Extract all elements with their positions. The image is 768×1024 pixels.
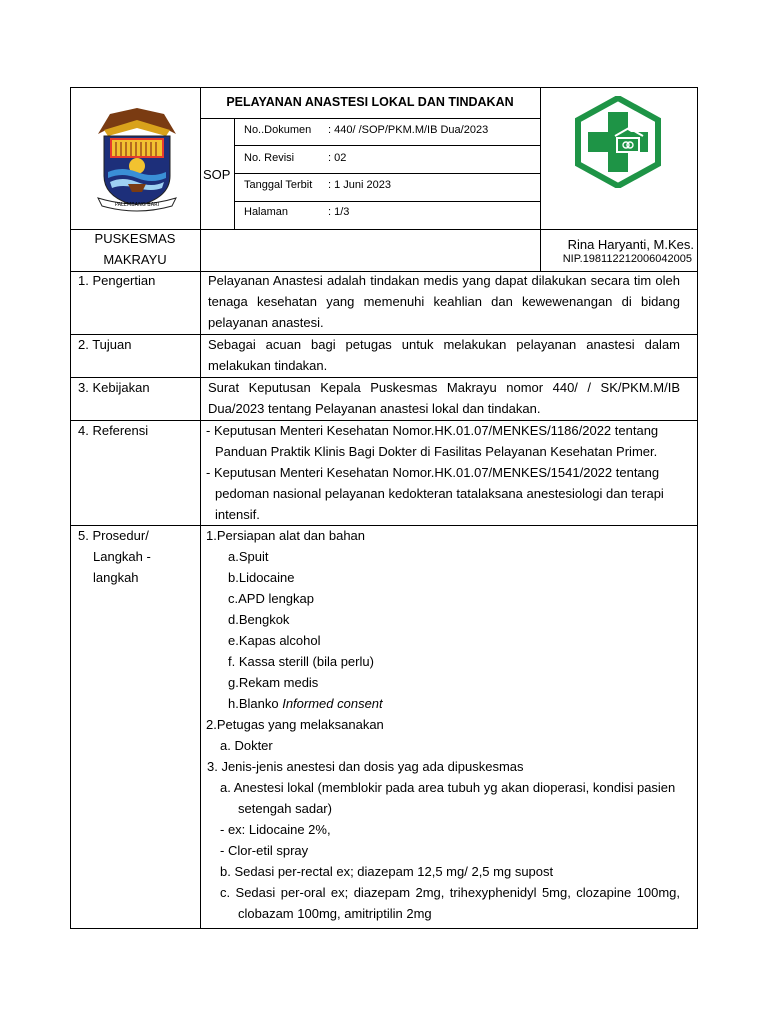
jenis-item-c-line2: clobazam 100mg, amitriptilin 2mg (238, 906, 432, 921)
doc-number-value: : 440/ /SOP/PKM.M/IB Dua/2023 (328, 124, 489, 136)
border-top (70, 87, 698, 88)
border-bottom (70, 928, 698, 929)
referensi-line-5: intensif. (215, 507, 260, 522)
section-label-kebijakan: 3. Kebijakan (78, 380, 150, 395)
jenis-dash-item-1: - ex: Lidocaine 2%, (220, 822, 331, 837)
tujuan-line-1: Sebagai acuan bagi petugas untuk melakukan pelayanan anastesi dalam (208, 337, 680, 352)
persiapan-item: f. Kassa sterill (bila perlu) (228, 654, 374, 669)
persiapan-item: b.Lidocaine (228, 570, 295, 585)
section-label-pengertian: 1. Pengertian (78, 273, 156, 288)
signer-name: Rina Haryanti, M.Kes. (567, 237, 694, 252)
jenis-title: 3. Jenis-jenis anestesi dan dosis yag ada dipuskesmas (207, 759, 524, 774)
petugas-item: a. Dokter (220, 738, 273, 753)
pengertian-line-3: pelayanan anastesi. (208, 315, 324, 330)
title-underline (200, 118, 540, 119)
page-label: Halaman (244, 206, 289, 218)
tujuan-line-2: melakukan tindakan. (208, 358, 328, 373)
jenis-item-a-line1: a. Anestesi lokal (memblokir pada area tubuh yg akan dioperasi, kondisi pasien (220, 780, 676, 795)
puskesmas-cross-icon (571, 96, 665, 188)
row-line-1 (234, 145, 540, 146)
row-line-2 (234, 173, 540, 174)
persiapan-item: g.Rekam medis (228, 675, 319, 690)
persiapan-item: e.Kapas alcohol (228, 633, 321, 648)
section-label-prosedur-3: langkah (93, 570, 139, 585)
issue-date-value: : 1 Juni 2023 (328, 179, 391, 191)
body-divider (200, 271, 201, 929)
border-left (70, 87, 71, 929)
persiapan-item: a.Spuit (228, 549, 269, 564)
section-label-prosedur-1: 5. Prosedur/ (78, 528, 149, 543)
puskesmas-logo (571, 96, 665, 188)
jenis-item-b: b. Sedasi per-rectal ex; diazepam 12,5 mg/ 2,5 mg supost (220, 864, 554, 879)
persiapan-item: c.APD lengkap (228, 591, 314, 606)
persiapan-item-blanko (228, 693, 383, 714)
revision-value: : 02 (328, 152, 347, 164)
persiapan-title: 1.Persiapan alat dan bahan (206, 528, 366, 543)
jenis-dash-item-2: - Clor-etil spray (220, 843, 309, 858)
petugas-title: 2.Petugas yang melaksanakan (206, 717, 384, 732)
persiapan-item: d.Bengkok (228, 612, 290, 627)
referensi-line-3: - Keputusan Menteri Kesehatan Nomor.HK.01.07/MENKES/1541/2022 tentang (206, 465, 660, 480)
section-line-4 (70, 525, 698, 526)
header-divider-right (540, 87, 541, 271)
revision-label: No. Revisi (244, 152, 295, 164)
org-name-line2: MAKRAYU (103, 252, 167, 267)
sop-label: SOP (203, 167, 231, 182)
issue-date-label: Tanggal Terbit (244, 179, 313, 191)
referensi-line-2: Panduan Praktik Klinis Bagi Dokter di Fasilitas Pelayanan Kesehatan Primer. (215, 444, 658, 459)
page-value: : 1/3 (328, 206, 350, 218)
referensi-line-1: - Keputusan Menteri Kesehatan Nomor.HK.01.07/MENKES/1186/2022 tentang (206, 423, 659, 438)
doc-number-label: No..Dokumen (244, 124, 312, 136)
org-name-line1: PUSKESMAS (94, 231, 176, 246)
city-crest-logo (92, 106, 182, 214)
pengertian-line-2: tenaga kesehatan yang memenuhi keahlian dan kewewenangan di bidang (208, 294, 680, 309)
jenis-item-c-line1: c. Sedasi per-oral ex; diazepam 2mg, trihexyphenidyl 5mg, clozapine 100mg, (220, 885, 680, 900)
blanko-italic: Informed consent (282, 696, 383, 711)
blanko-label: h.Blanko (228, 696, 283, 711)
kebijakan-line-1: Surat Keputusan Kepala Puskesmas Makrayu nomor 440/ / SK/PKM.M/IB (208, 380, 680, 395)
jenis-item-a-line2: setengah sadar) (238, 801, 332, 816)
document-title: PELAYANAN ANASTESI LOKAL DAN TINDAKAN (226, 95, 514, 109)
svg-text:PALEMBANG BARI: PALEMBANG BARI (114, 202, 160, 208)
section-label-referensi: 4. Referensi (78, 423, 149, 438)
referensi-line-4: pedoman nasional pelayanan kedokteran tatalaksana anestesiologi dan terapi (215, 486, 664, 501)
crest-icon (92, 106, 182, 214)
border-right (697, 87, 698, 929)
pengertian-line-1: Pelayanan Anastesi adalah tindakan medis yang dapat dilakukan secara tim oleh (208, 273, 680, 288)
section-label-tujuan: 2. Tujuan (78, 337, 132, 352)
header-divider-left (200, 87, 201, 271)
section-label-prosedur-2: Langkah - (93, 549, 151, 564)
signer-nip: NIP.198112212006042005 (562, 253, 692, 265)
kebijakan-line-2: Dua/2023 tentang Pelayanan anastesi lokal dan tindakan. (208, 401, 541, 416)
